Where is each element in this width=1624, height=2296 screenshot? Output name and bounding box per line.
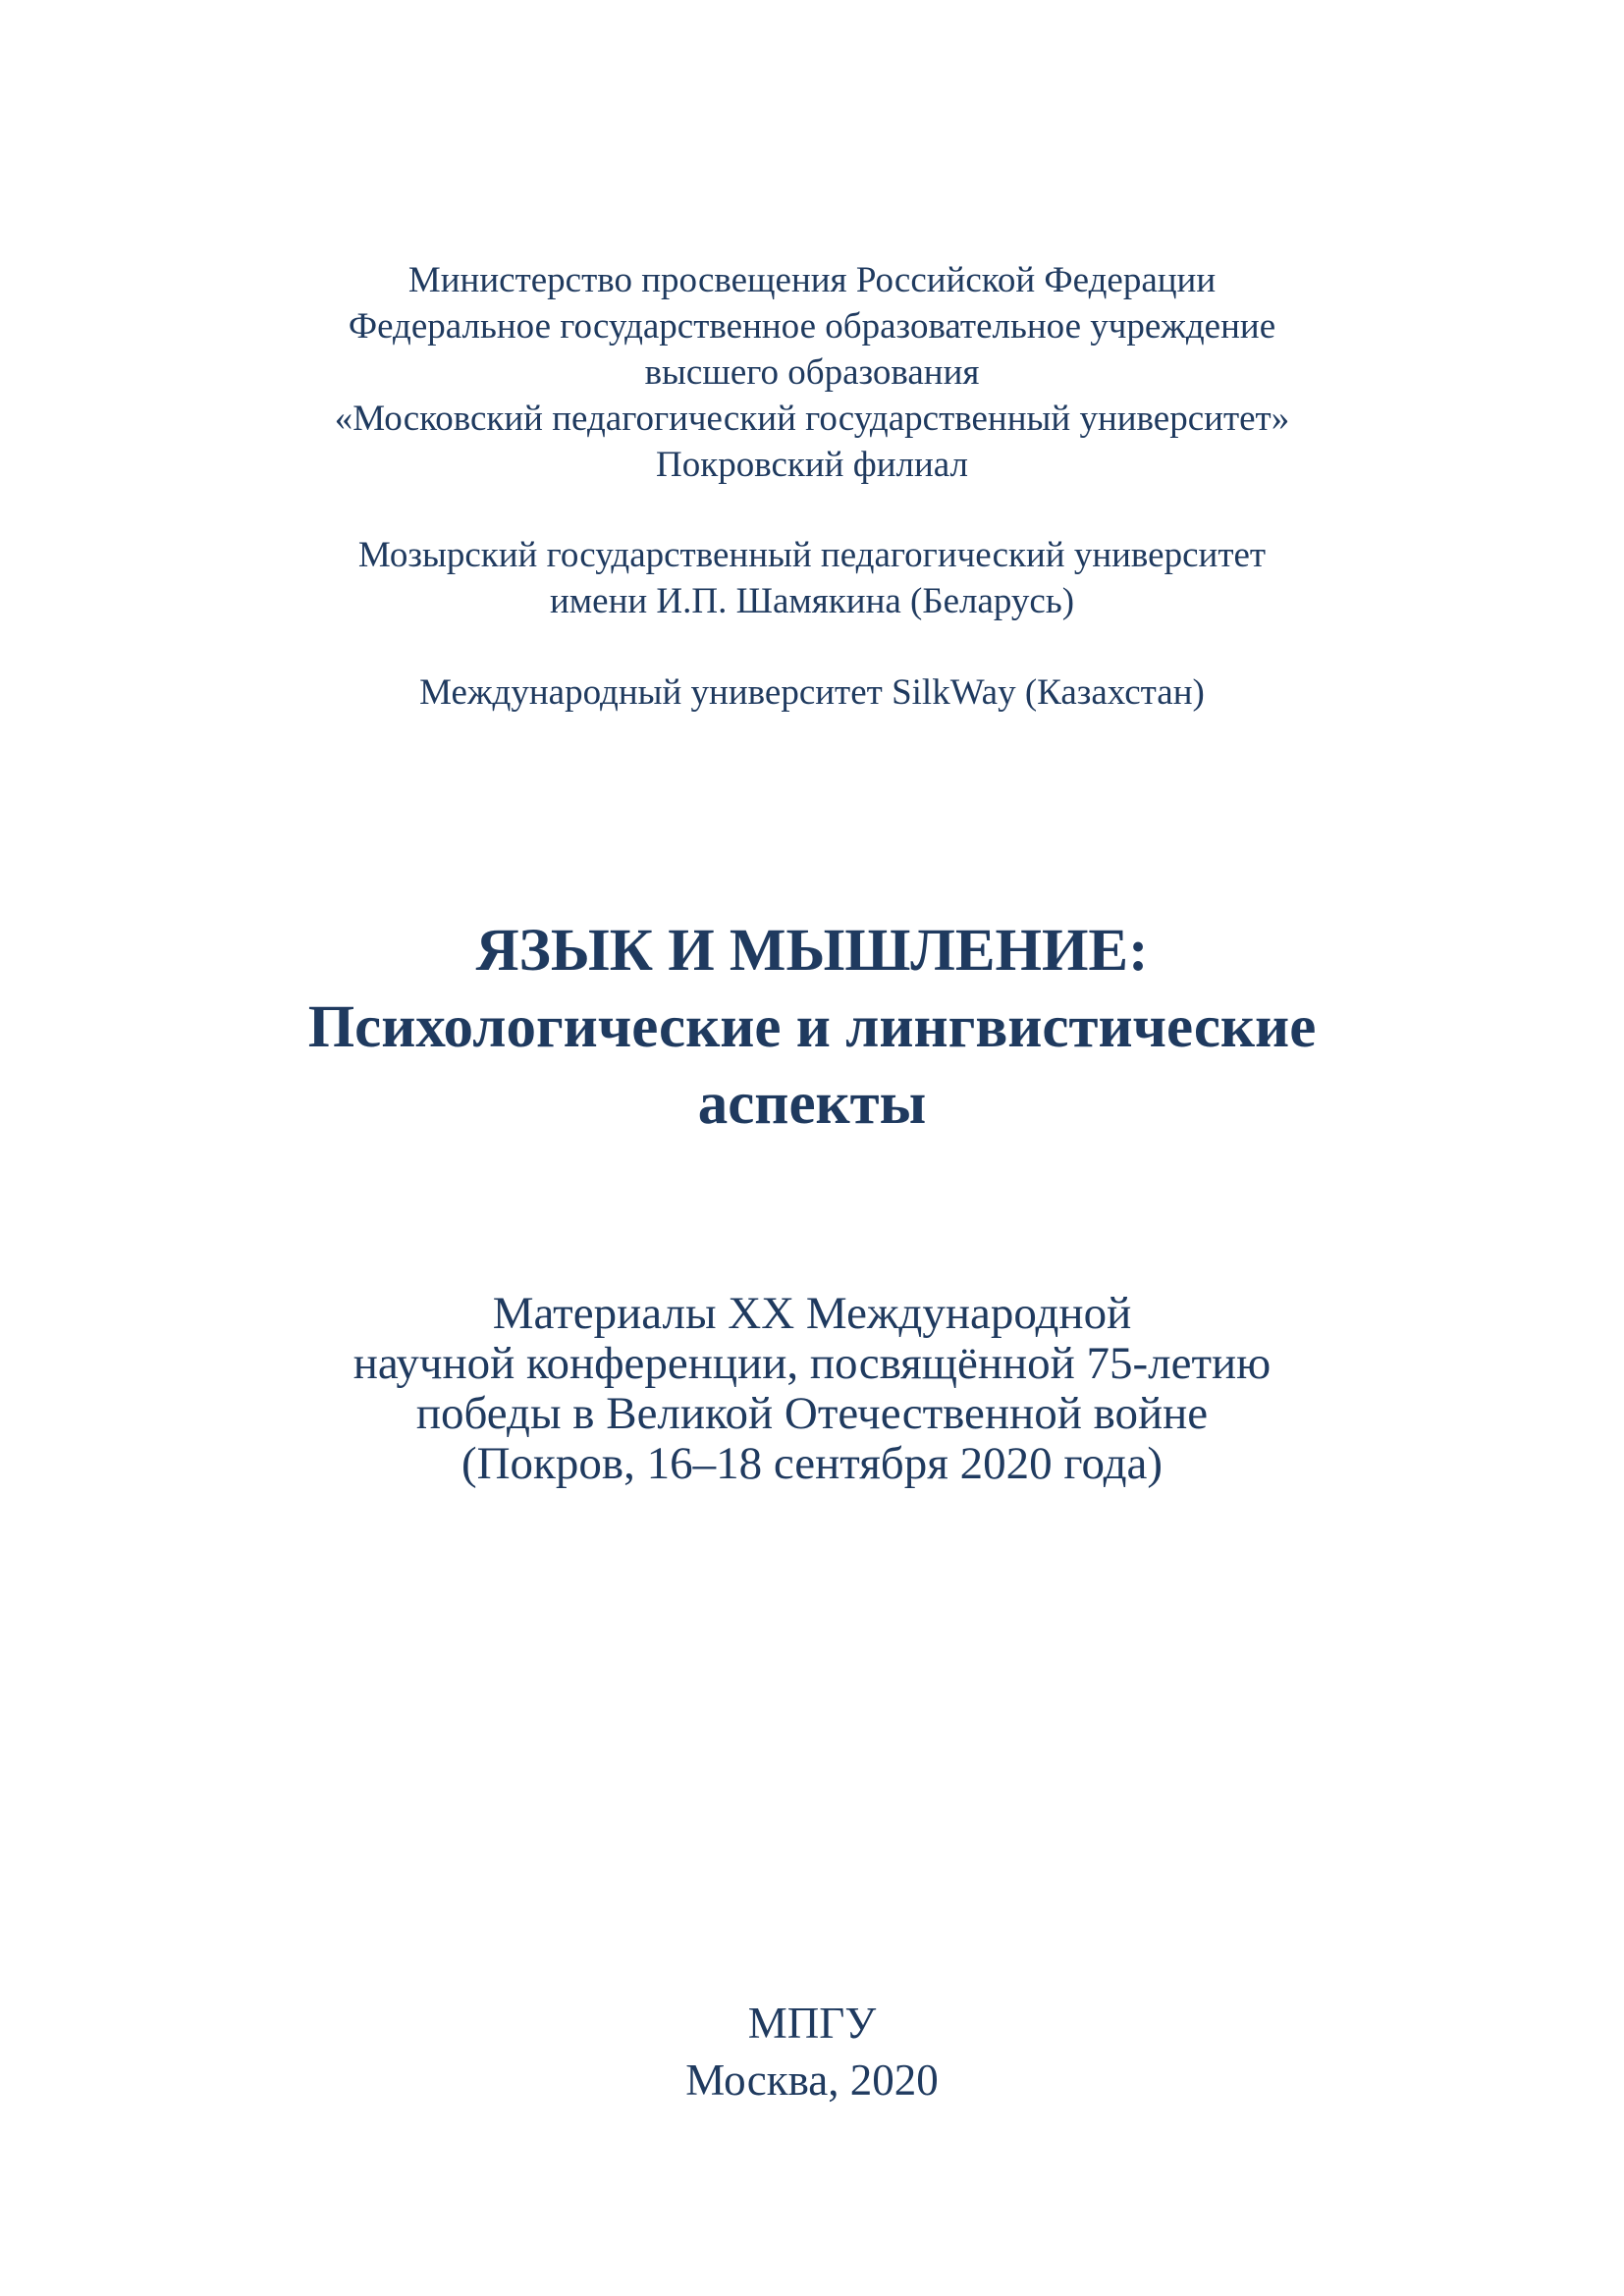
publisher: МПГУ: [747, 1999, 877, 2048]
institution-line: Мозырский государственный педагогический университет: [357, 535, 1267, 575]
materials-line: научной конференции, посвящённой 75-летию: [352, 1338, 1272, 1389]
book-title-line-3: аспекты: [697, 1071, 927, 1137]
institution-line: Покровский филиал: [656, 445, 968, 485]
institution-line: высшего образования: [644, 352, 980, 393]
institution-line: Международный университет SilkWay (Казахстан): [419, 672, 1205, 713]
institution-block-ministry: [0, 257, 1624, 488]
institution-block-mozyr: [0, 532, 1624, 624]
book-title-line-1: ЯЗЫК И МЫШЛЕНИЕ:: [475, 918, 1149, 984]
institution-line: Министерство просвещения Российской Федерации: [407, 260, 1217, 300]
institution-line: имени И.П. Шамякина (Беларусь): [549, 581, 1075, 621]
materials-line: Материалы XX Международной: [492, 1288, 1132, 1339]
imprint: [0, 1995, 1624, 2109]
book-title: [0, 913, 1624, 1143]
institution-line: Федеральное государственное образовательное учреждение: [348, 306, 1276, 347]
conference-materials: [0, 1289, 1624, 1489]
materials-line: победы в Великой Отечественной войне: [415, 1388, 1209, 1439]
city-year: Москва, 2020: [685, 2056, 939, 2105]
institution-line: «Московский педагогический государственный университет»: [334, 399, 1290, 439]
institution-block-silkway: [0, 669, 1624, 716]
materials-line: (Покров, 16–18 сентября 2020 года): [460, 1438, 1164, 1489]
book-title-line-2: Психологические и лингвистические: [307, 994, 1317, 1060]
